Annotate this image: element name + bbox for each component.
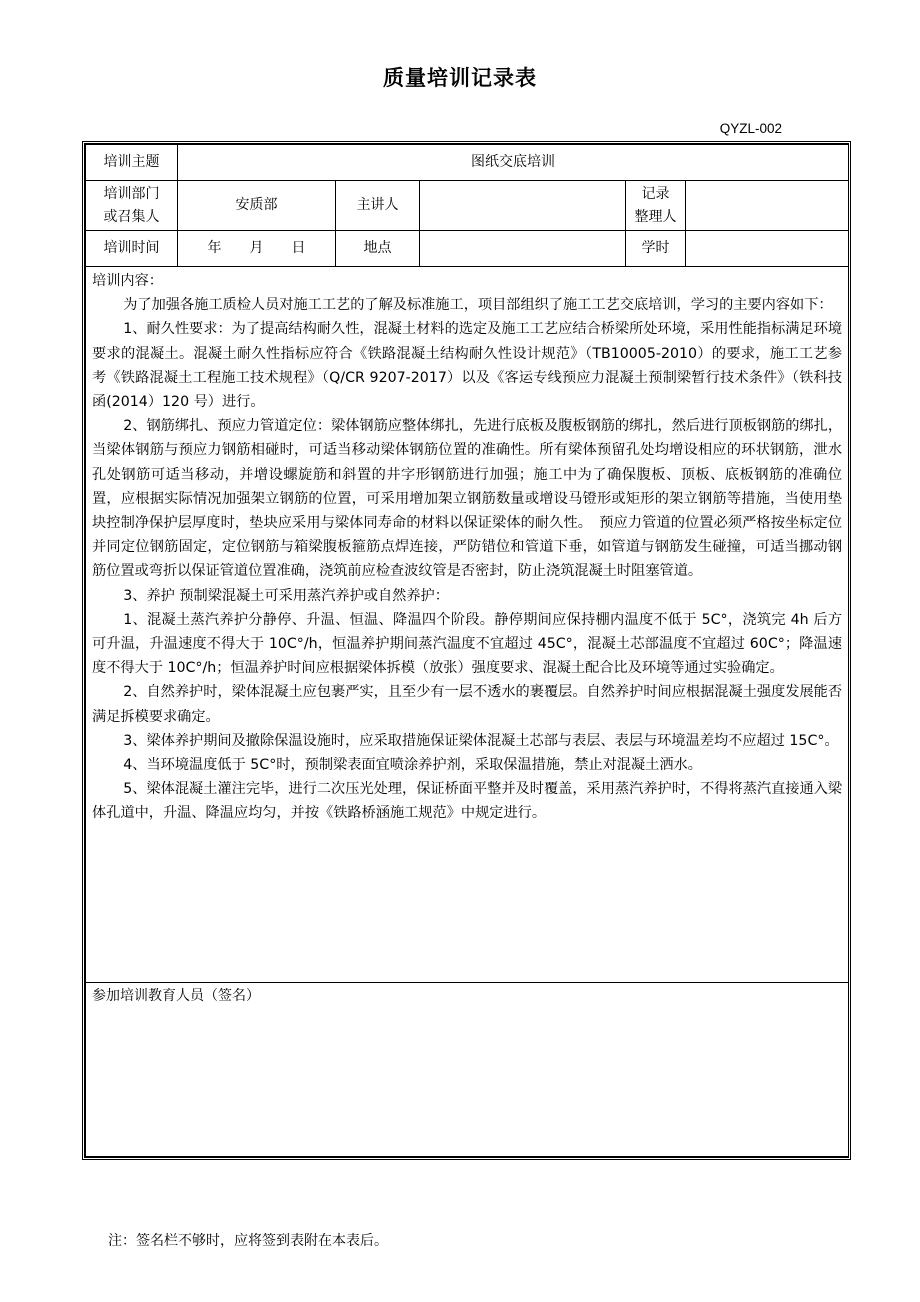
topic-value[interactable]: 图纸交底培训 bbox=[178, 145, 849, 181]
department-label-line1: 培训部门 bbox=[103, 185, 160, 202]
place-value[interactable] bbox=[420, 231, 626, 267]
form-code: QYZL-002 bbox=[719, 121, 782, 136]
content-paragraph: 为了加强各施工质检人员对施工工艺的了解及标准施工，项目部组织了施工工艺交底培训，学习的主要内容如下： bbox=[123, 297, 833, 314]
content-paragraph: 3、养护 预制梁混凝土可采用蒸汽养护或自然养护： bbox=[123, 587, 449, 604]
time-value[interactable]: 年 月 日 bbox=[178, 231, 336, 267]
content-paragraph: 1、耐久性要求：为了提高结构耐久性，混凝土材料的选定及施工工艺应结合桥梁所处环境，采用性能指标满足环境要求的混凝土。混凝土耐久性指标应符合《铁路混凝土结构耐久性设计规范》（TB10005-2010）的要求，施工工艺参考《铁路混凝土工程施工技术规程》（Q/CR 9207-2017）以及《客运专线预应力混凝土预制梁暂行技术条件》（铁科技函(2014）120 号）进行。 bbox=[92, 321, 843, 411]
department-row bbox=[86, 181, 849, 231]
time-row bbox=[86, 231, 849, 267]
recorder-value[interactable] bbox=[686, 181, 849, 231]
department-value[interactable]: 安质部 bbox=[178, 181, 336, 231]
training-content[interactable] bbox=[86, 267, 849, 983]
recorder-label bbox=[626, 181, 686, 231]
lecturer-label: 主讲人 bbox=[336, 181, 420, 231]
place-label: 地点 bbox=[336, 231, 420, 267]
time-label: 培训时间 bbox=[86, 231, 178, 267]
hours-label: 学时 bbox=[626, 231, 686, 267]
topic-label: 培训主题 bbox=[86, 145, 178, 181]
signature-row bbox=[86, 983, 849, 1157]
content-row bbox=[86, 267, 849, 983]
content-paragraph: 5、梁体混凝土灌注完毕，进行二次压光处理，保证桥面平整并及时覆盖，采用蒸汽养护时，不得将蒸汽直接通入梁体孔道中，升温、降温应均匀，并按《铁路桥涵施工规范》中规定进行。 bbox=[92, 781, 843, 822]
content-paragraph: 2、钢筋绑扎、预应力管道定位：梁体钢筋应整体绑扎，先进行底板及腹板钢筋的绑扎，然后进行顶板钢筋的绑扎，当梁体钢筋与预应力钢筋相碰时，可适当移动梁体钢筋位置的准确性。所有梁体预留孔处均增设相应的环状钢筋，泄水孔处钢筋可适当移动，并增设螺旋筋和斜置的井字形钢筋进行加强；施工中为了确保腹板、顶板、底板钢筋的准确位置，应根据实际情况加强架立钢筋的位置，可采用增加架立钢筋数量或增设马镫形或矩形的架立钢筋等措施，当使用垫块控制净保护层厚度时，垫块应采用与梁体同寿命的材料以保证梁体的耐久性。 预应力管道的位置必须严格按坐标定位并同定位钢筋固定，定位钢筋与箱梁腹板箍筋点焊连接，严防错位和管道下垂，如管道与钢筋发生碰撞，可适当挪动钢筋位置或弯折以保证管道位置准确，浇筑前应检查波纹管是否密封，防止浇筑混凝土时阻塞管道。 bbox=[92, 418, 843, 580]
department-label-line2: 或召集人 bbox=[103, 208, 160, 225]
signature-area[interactable] bbox=[86, 983, 849, 1157]
content-paragraph: 3、梁体养护期间及撤除保温设施时，应采取措施保证梁体混凝土芯部与表层、表层与环境温差均不应超过 15C°。 bbox=[123, 732, 839, 749]
content-paragraph: 4、当环境温度低于 5C°时，预制梁表面宜喷涂养护剂，采取保温措施，禁止对混凝土洒水。 bbox=[123, 757, 702, 774]
signature-label: 参加培训教育人员（签名） bbox=[92, 988, 260, 1004]
recorder-label-line2: 整理人 bbox=[634, 208, 677, 225]
department-label bbox=[86, 181, 178, 231]
training-record-table bbox=[85, 144, 849, 1157]
hours-value[interactable] bbox=[686, 231, 849, 267]
footer-note: 注：签名栏不够时，应将签到表附在本表后。 bbox=[108, 1233, 388, 1249]
form-title: 质量培训记录表 bbox=[383, 66, 537, 90]
recorder-label-line1: 记录 bbox=[641, 185, 670, 202]
topic-row bbox=[86, 145, 849, 181]
content-paragraph: 1、混凝土蒸汽养护分静停、升温、恒温、降温四个阶段。静停期间应保持棚内温度不低于 5C°，浇筑完 4h 后方可升温，升温速度不得大于 10C°/h，恒温养护期间蒸汽温度不宜超过 45C°，混凝土芯部温度不宜超过 60C°；降温速度不得大于 10C°/h；恒温养护时间应根据梁体拆模（放张）强度要求、混凝土配合比及环境等通过实验确定。 bbox=[92, 611, 843, 677]
content-label: 培训内容： bbox=[92, 273, 163, 289]
content-paragraph: 2、自然养护时，梁体混凝土应包裹严实，且至少有一层不透水的裹覆层。自然养护时间应根据混凝土强度发展能否满足拆模要求确定。 bbox=[92, 684, 843, 725]
lecturer-value[interactable] bbox=[420, 181, 626, 231]
